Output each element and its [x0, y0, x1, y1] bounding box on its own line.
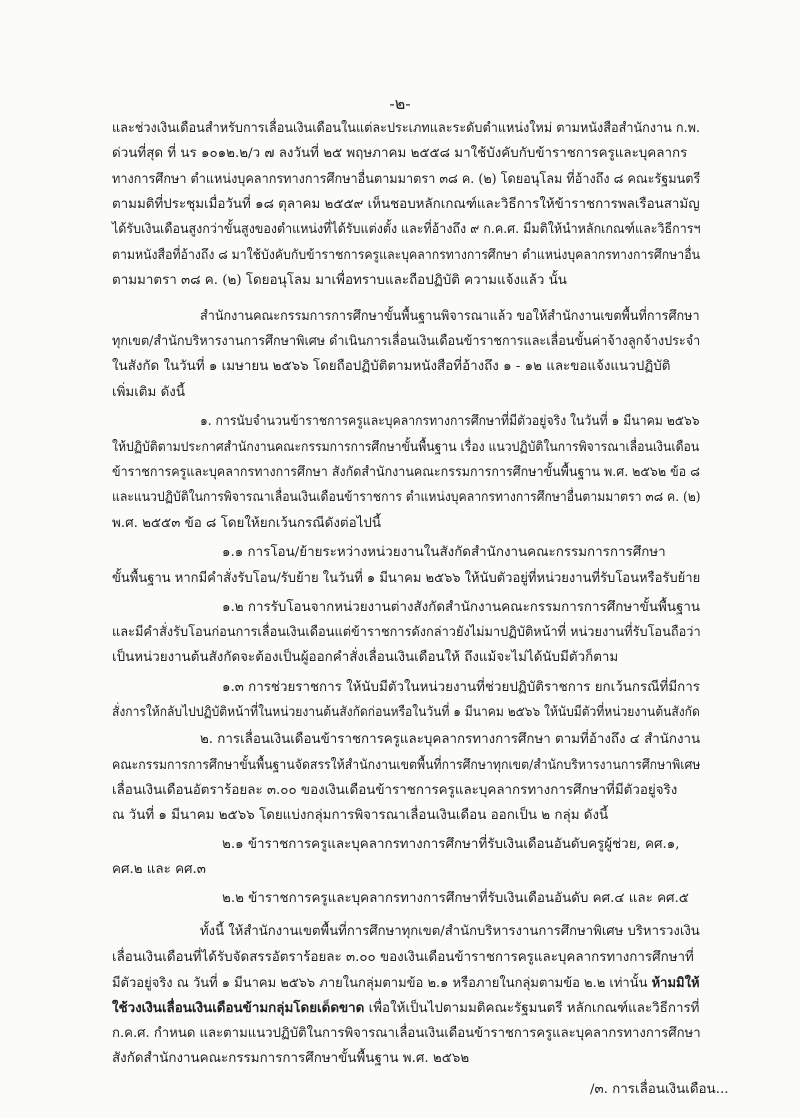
text-line: ได้รับเงินเดือนสูงกว่าขั้นสูงของตำแหน่งที่ได้รับแต่งตั้ง และที่อ้างถึง ๙ ก.ค.ศ. มีมติให้นำหลักเกณฑ์และวิธีการฯ [112, 222, 701, 238]
text-line: คณะกรรมการการศึกษาขั้นพื้นฐานจัดสรรให้สำนักงานเขตพื้นที่การศึกษาทุกเขต/สำนักบริหารงานการศึกษาพิเศษ [112, 757, 701, 773]
text-line: ๑.๒ การรับโอนจากหน่วยงานต่างสังกัดสำนักงานคณะกรรมการการศึกษาขั้นพื้นฐาน [222, 599, 701, 615]
text-line: ขั้นพื้นฐาน หากมีคำสั่งรับโอน/รับย้าย ในวันที่ ๑ มีนาคม ๒๕๖๖ ให้นับตัวอยู่ที่หน่วยงานที่รับโอนหรือรับย้าย [112, 570, 701, 586]
text-line: ๑. การนับจำนวนข้าราชการครูและบุคลากรทางการศึกษาที่มีตัวอยู่จริง ในวันที่ ๑ มีนาคม ๒๕๖๖ [200, 414, 700, 430]
text-line: ๑.๑ การโอน/ย้ายระหว่างหน่วยงานในสังกัดสำนักงานคณะกรรมการการศึกษา [222, 545, 666, 561]
text-line: ๑.๓ การช่วยราชการ ให้นับมีตัวในหน่วยงานที่ช่วยปฏิบัติราชการ ยกเว้นกรณีที่มีการ [222, 679, 700, 695]
text-line: ทุกเขต/สำนักบริหารงานการศึกษาพิเศษ ดำเนินการเลื่อนเงินเดือนข้าราชการและเลื่อนขั้นค่าจ้างลูกจ้างประจำ [112, 334, 701, 350]
text-line: สั่งการให้กลับไปปฏิบัติหน้าที่ในหน่วยงานต้นสังกัดก่อนหรือในวันที่ ๑ มีนาคม ๒๕๖๖ ให้นับมีตัวที่หน่วยงานต้นสังกัด [112, 705, 700, 721]
text-line: ใช้วงเงินเลื่อนเงินเดือนข้ามกลุ่มโดยเด็ดขาด เพื่อให้เป็นไปตามมติคณะรัฐมนตรี หลักเกณฑ์และวิธีการที่ [112, 1000, 700, 1017]
text-line: ก.ค.ศ. กำหนด และตามแนวปฏิบัติในการพิจารณาเลื่อนเงินเดือนข้าราชการครูและบุคลากรทางการศึกษา [112, 1025, 701, 1041]
bold-text: ห้ามมิให้ [651, 975, 700, 991]
text-line: ข้าราชการครูและบุคลากรทางการศึกษา สังกัดสำนักงานคณะกรรมการการศึกษาขั้นพื้นฐาน พ.ศ. ๒๕๖๒ ข้อ ๘ [112, 465, 700, 481]
continuation-footer: /๓. การเลื่อนเงินเดือน... [590, 1082, 729, 1097]
text-line: ๒.๒ ข้าราชการครูและบุคลากรทางการศึกษาที่รับเงินเดือนอันดับ คศ.๔ และ คศ.๕ [222, 891, 689, 907]
text-line: และแนวปฏิบัติในการพิจารณาเลื่อนเงินเดือนข้าราชการ ตำแหน่งบุคลากรทางการศึกษาอื่นตามมาตรา ๓๘ ค. (๒) [112, 490, 701, 506]
text-line: ๒.๑ ข้าราชการครูและบุคลากรทางการศึกษาที่รับเงินเดือนอันดับครูผู้ช่วย, คศ.๑, [222, 837, 680, 853]
text-line: มีตัวอยู่จริง ณ วันที่ ๑ มีนาคม ๒๕๖๖ ภายในกลุ่มตามข้อ ๒.๑ หรือภายในกลุ่มตามข้อ ๒.๒ เท่านั้น ห้ามมิให้ [112, 975, 700, 991]
text-line: สำนักงานคณะกรรมการการศึกษาขั้นพื้นฐานพิจารณาแล้ว ขอให้สำนักงานเขตพื้นที่การศึกษา [200, 308, 700, 324]
text-line: ในสังกัด ในวันที่ ๑ เมษายน ๒๕๖๖ โดยถือปฏิบัติตามหนังสือที่อ้างถึง ๑ - ๑๒ และขอแจ้งแนวปฏิบัติ [112, 359, 671, 375]
text-line: และช่วงเงินเดือนสำหรับการเลื่อนเงินเดือนในแต่ละประเภทและระดับตำแหน่งใหม่ ตามหนังสือสำนักงาน ก.พ. [112, 121, 701, 136]
text-line: ณ วันที่ ๑ มีนาคม ๒๕๖๖ โดยแบ่งกลุ่มการพิจารณาเลื่อนเงินเดือน ออกเป็น ๒ กลุ่ม ดังนี้ [112, 808, 609, 824]
text-line: ด่วนที่สุด ที่ นร ๑๐๑๒.๒/ว ๗ ลงวันที่ ๒๕ พฤษภาคม ๒๕๕๘ มาใช้บังคับกับข้าราชการครูและบุคลากร [112, 146, 688, 162]
text-line: คศ.๒ และ คศ.๓ [112, 862, 206, 878]
text-line: ทั้งนี้ ให้สำนักงานเขตพื้นที่การศึกษาทุกเขต/สำนักบริหารงานการศึกษาพิเศษ บริหารวงเงิน [200, 924, 700, 940]
text-line: ให้ปฏิบัติตามประกาศสำนักงานคณะกรรมการการศึกษาขั้นพื้นฐาน เรื่อง แนวปฏิบัติในการพิจารณาเลื่อนเงินเดือน [112, 439, 700, 455]
text-line: และมีคำสั่งรับโอนก่อนการเลื่อนเงินเดือนแต่ข้าราชการดังกล่าวยังไม่มาปฏิบัติหน้าที่ หน่วยงานที่รับโอนถือว่า [112, 624, 701, 640]
text-line: ตามหนังสือที่อ้างถึง ๘ มาใช้บังคับกับข้าราชการครูและบุคลากรทางการศึกษา ตำแหน่งบุคลากรทางการศึกษาอื่น [112, 247, 701, 263]
text-line: ตามมาตรา ๓๘ ค. (๒) โดยอนุโลม มาเพื่อทราบและถือปฏิบัติ ความแจ้งแล้ว นั้น [112, 272, 567, 288]
text-line: เป็นหน่วยงานต้นสังกัดจะต้องเป็นผู้ออกคำสั่งเลื่อนเงินเดือนให้ ถึงแม้จะไม่ได้นับมีตัวก็ตาม [112, 650, 619, 666]
text-line: พ.ศ. ๒๕๕๓ ข้อ ๘ โดยให้ยกเว้นกรณีดังต่อไปนี้ [112, 515, 382, 531]
text-line: ๒. การเลื่อนเงินเดือนข้าราชการครูและบุคลากรทางการศึกษา ตามที่อ้างถึง ๔ สำนักงาน [200, 732, 701, 748]
bold-text: ใช้วงเงินเลื่อนเงินเดือนข้ามกลุ่มโดยเด็ดขาด [112, 1000, 365, 1017]
text-line: ตามมติที่ประชุมเมื่อวันที่ ๑๘ ตุลาคม ๒๕๕๙ เห็นชอบหลักเกณฑ์และวิธีการให้ข้าราชการพลเรือนสามัญ [112, 197, 700, 212]
page-number: -๒- [389, 94, 411, 113]
text-line: สังกัดสำนักงานคณะกรรมการการศึกษาขั้นพื้นฐาน พ.ศ. ๒๕๖๒ [112, 1051, 470, 1066]
text-line: เพิ่มเติม ดังนี้ [112, 384, 185, 400]
text-line: เลื่อนเงินเดือนอัตราร้อยละ ๓.๐๐ ของเงินเดือนข้าราชการครูและบุคลากรทางการศึกษาที่มีตัวอยู่จริง [112, 782, 678, 798]
text-line: เลื่อนเงินเดือนที่ได้รับจัดสรรอัตราร้อยละ ๓.๐๐ ของเงินเดือนข้าราชการครูและบุคลากรทางการศึกษาที่ [112, 949, 694, 965]
text-line: ทางการศึกษา ตำแหน่งบุคลากรทางการศึกษาอื่นตามมาตรา ๓๘ ค. (๒) โดยอนุโลม ที่อ้างถึง ๘ คณะรัฐมนตรี [112, 171, 701, 187]
